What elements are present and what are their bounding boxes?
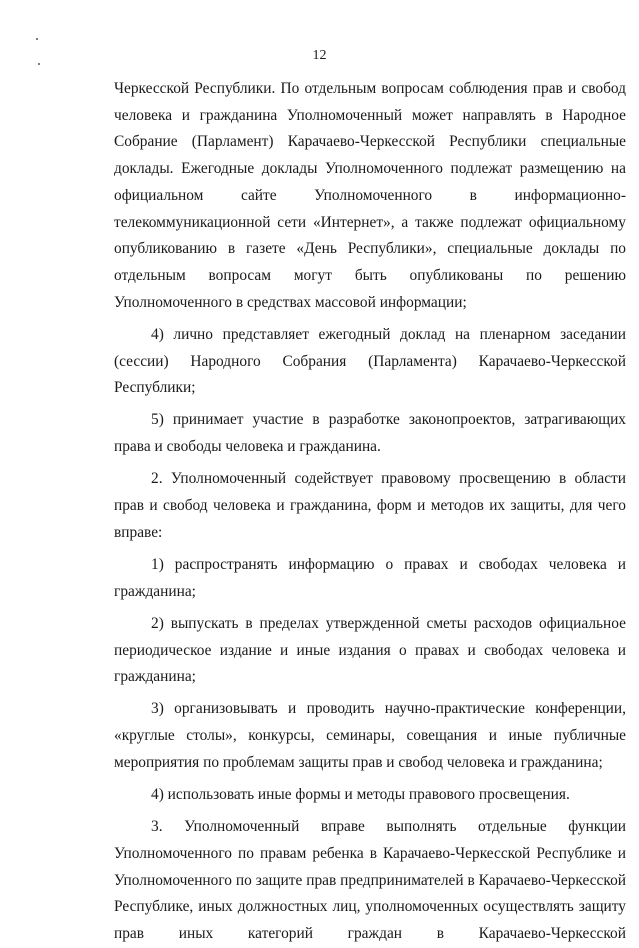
paragraph: 4) лично представляет ежегодный доклад на пленарном заседании (сессии) Народного Собрания (Парламента) Карачаево-Черкесской Республики; [114, 325, 626, 397]
paragraph: 3. Уполномоченный вправе выполнять отдельные функции Уполномоченного по правам ребенка в Карачаево-Черкесской Республике и Уполномоченного по защите прав предпринимателей в Карачаево-Черкесской Республике, иных должностных лиц, уполномоченных осуществлять защиту прав иных категорий граждан в Карачаево-Черкесской [114, 818, 626, 943]
paragraph: 1) распространять информацию о правах и свободах человека и гражданина; [114, 555, 626, 600]
document-body [114, 76, 626, 948]
paragraph: 2. Уполномоченный содействует правовому просвещению в области прав и свобод человека и гражданина, форм и методов их защиты, для чего вправе: [114, 470, 626, 541]
scan-artifact-dot [36, 38, 38, 40]
paragraph: 5) принимает участие в разработке законопроектов, затрагивающих права и свободы человека и гражданина. [114, 411, 626, 456]
paragraph: 2) выпускать в пределах утвержденной сметы расходов официальное периодическое издание и иные издания о правах и свободах человека и гражданина; [114, 614, 626, 686]
paragraph: 3) организовывать и проводить научно-практические конференции, «круглые столы», конкурсы, семинары, совещания и иные публичные мероприятия по проблемам защиты прав и свобод человека и гражданина; [114, 700, 626, 771]
page-number: 12 [312, 48, 327, 63]
paragraph: 4) использовать иные формы и методы правового просвещения. [151, 786, 570, 804]
paragraph: Черкесской Республики. По отдельным вопросам соблюдения прав и свобод человека и гражданина Уполномоченный может направлять в Народное Собрание (Парламент) Карачаево-Черкесской Республики специальные доклады. Ежегодные доклады Уполномоченного подлежат размещению на официальном сайте Уполномоченного в информационно-телекоммуникационной сети «Интернет», а также подлежат официальному опубликованию в газете «День Республики», специальные доклады по отдельным вопросам могут быть опубликованы по решению Уполномоченного в средствах массовой информации; [114, 80, 626, 311]
